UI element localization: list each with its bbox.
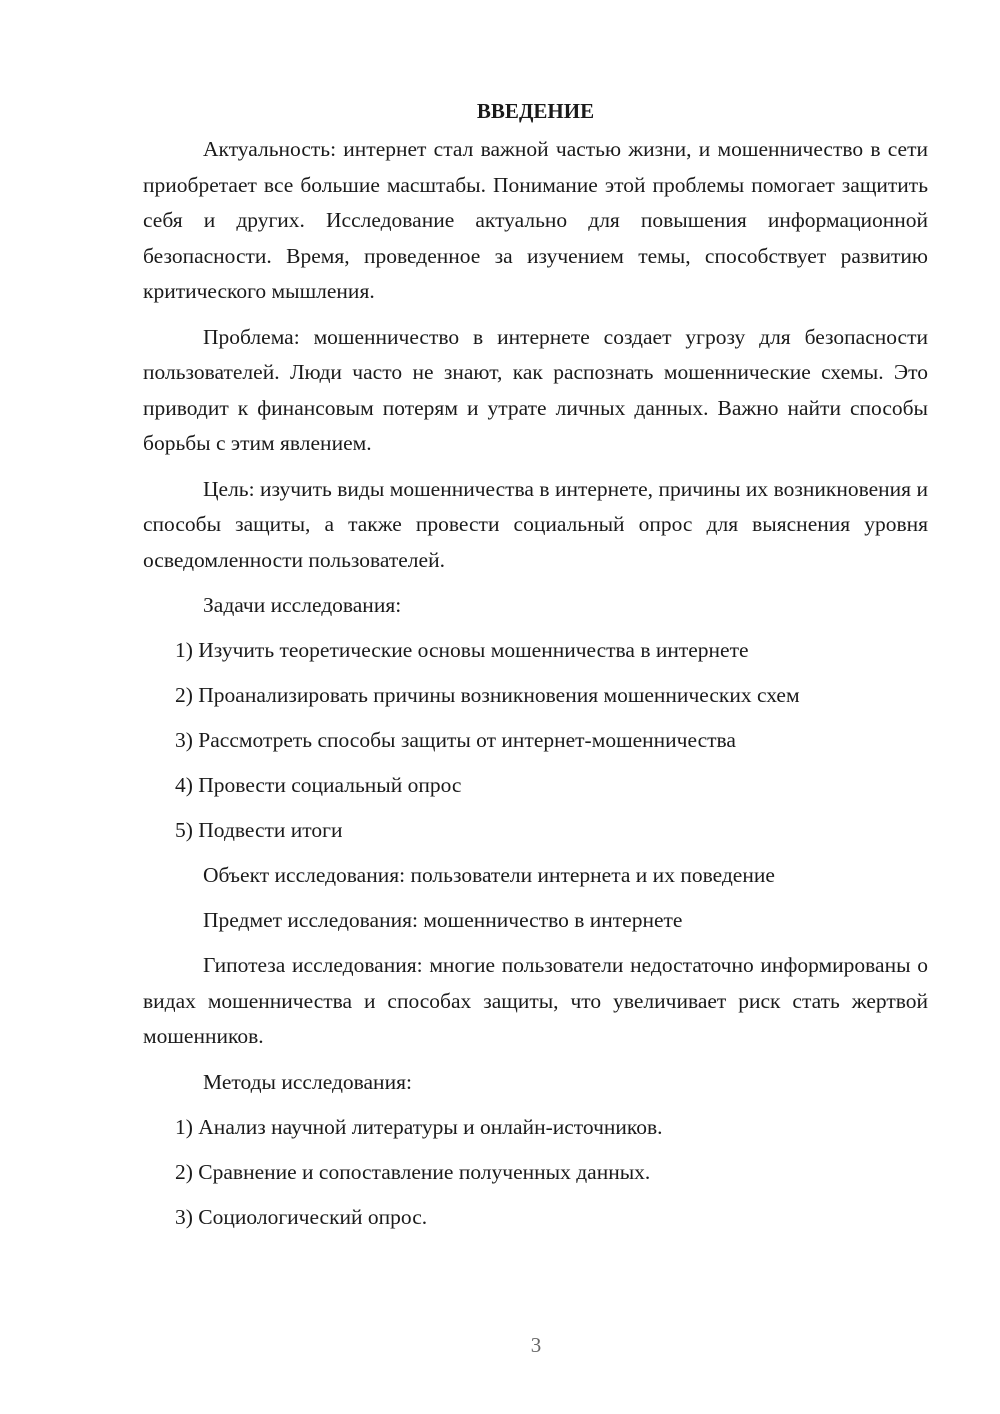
methods-list bbox=[143, 1110, 928, 1235]
methods-heading: Методы исследования: bbox=[203, 1069, 412, 1094]
object-line: Объект исследования: пользователи интернета и их поведение bbox=[203, 863, 775, 887]
page-number: 3 bbox=[530, 1333, 542, 1357]
tasks-heading: Задачи исследования: bbox=[203, 593, 402, 617]
page-body bbox=[143, 94, 928, 1245]
subject-line: Предмет исследования: мошенничество в интернете bbox=[203, 908, 683, 932]
task-item: 5) Подвести итоги bbox=[175, 818, 343, 842]
tasks-list bbox=[143, 633, 928, 848]
method-item: 2) Сравнение и сопоставление полученных данных. bbox=[175, 1159, 651, 1184]
problem-paragraph: Проблема: мошенничество в интернете создает угрозу для безопасности пользователей. Люди часто не знают, как распознать мошеннические схемы. Это приводит к финансовым потерям и утрате личных данных. Важно найти способы борьбы с этим явлением. bbox=[143, 324, 928, 455]
relevance-paragraph: Актуальность: интернет стал важной частью жизни, и мошенничество в сети приобретает все большие масштабы. Понимание этой проблемы помогает защитить себя и других. Исследование актуально для повышения информационной безопасности. Время, проведенное за изучением темы, способствует развитию критического мышления. bbox=[143, 137, 928, 303]
method-item: 3) Социологический опрос. bbox=[175, 1204, 428, 1229]
task-item: 2) Проанализировать причины возникновения мошеннических схем bbox=[175, 683, 800, 707]
hypothesis-paragraph: Гипотеза исследования: многие пользователи недостаточно информированы о видах мошенничества и способах защиты, что увеличивает риск стать жертвой мошенников. bbox=[143, 953, 928, 1048]
goal-paragraph: Цель: изучить виды мошенничества в интернете, причины их возникновения и способы защиты, а также провести социальный опрос для выяснения уровня осведомленности пользователей. bbox=[143, 476, 928, 572]
task-item: 1) Изучить теоретические основы мошенничества в интернете bbox=[175, 638, 749, 662]
task-item: 3) Рассмотреть способы защиты от интернет-мошенничества bbox=[175, 728, 736, 752]
page-title: ВВЕДЕНИЕ bbox=[476, 99, 595, 123]
task-item: 4) Провести социальный опрос bbox=[175, 773, 462, 797]
method-item: 1) Анализ научной литературы и онлайн-источников. bbox=[175, 1114, 663, 1139]
